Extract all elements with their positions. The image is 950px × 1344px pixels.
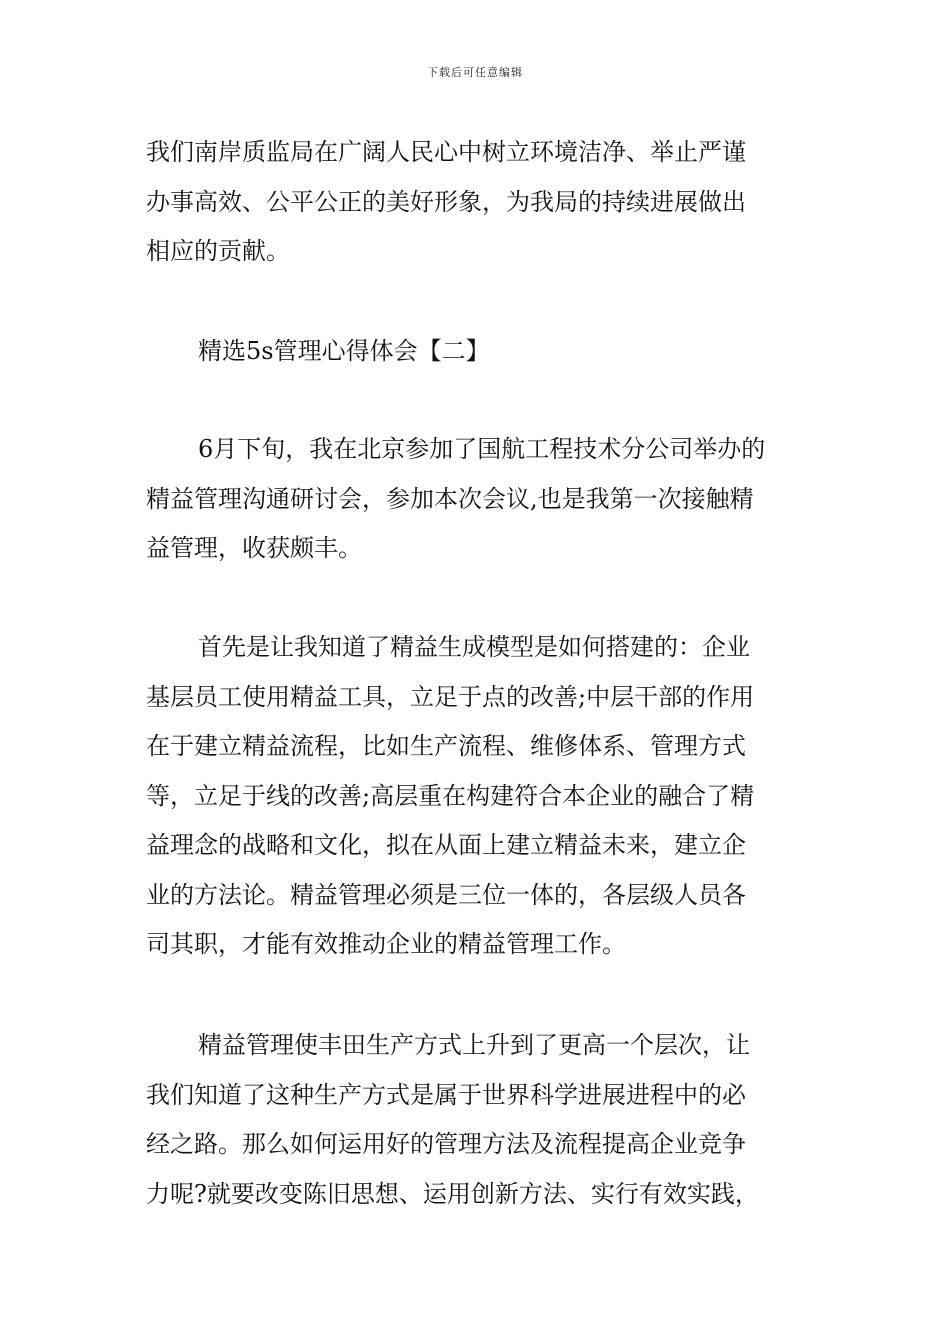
- paragraph-1: [146, 128, 806, 277]
- paragraph-line: 精益管理沟通研讨会，参加本次会议,也是我第一次接触精: [146, 484, 754, 513]
- paragraph-line: 力呢?就要改变陈旧思想、运用创新方法、实行有效实践，: [146, 1179, 759, 1208]
- paragraph-line: 我们南岸质监局在广阔人民心中树立环境洁净、举止严谨: [146, 138, 746, 166]
- paragraph-line: 相应的贡献。: [146, 237, 290, 265]
- paragraph-line: 等，立足于线的改善;高层重在构建符合本企业的融合了精: [146, 781, 755, 810]
- section-heading-container: [146, 327, 806, 377]
- paragraph-line: 6月下旬，我在北京参加了国航工程技术分公司举办的: [198, 435, 766, 463]
- paragraph-2: [146, 425, 806, 574]
- paragraph-line: 精益管理使丰田生产方式上升到了更高一个层次，让: [198, 1031, 750, 1059]
- paragraph-3: [146, 623, 806, 970]
- paragraph-line: 益理念的战略和文化，拟在从面上建立精益未来，建立企: [146, 831, 746, 859]
- paragraph-line: 益管理，收获颇丰。: [146, 534, 362, 562]
- section-heading: 精选5s管理心得体会【二】: [198, 337, 490, 365]
- paragraph-line: 首先是让我知道了精益生成模型是如何搭建的：企业: [198, 633, 750, 661]
- paragraph-line: 我们知道了这种生产方式是属于世界科学进展进程中的必: [146, 1080, 746, 1109]
- page-header: 下载后可任意编辑: [427, 66, 523, 79]
- paragraph-line: 在于建立精益流程，比如生产流程、维修体系、管理方式: [146, 732, 746, 760]
- paragraph-line: 办事高效、公平公正的美好形象，为我局的持续进展做出: [146, 187, 746, 216]
- paragraph-line: 基层员工使用精益工具，立足于点的改善;中层干部的作用: [146, 682, 755, 711]
- paragraph-line: 司其职，才能有效推动企业的精益管理工作。: [146, 930, 626, 958]
- paragraph-line: 业的方法论。精益管理必须是三位一体的，各层级人员各: [146, 880, 746, 909]
- paragraph-4: [146, 1021, 806, 1219]
- paragraph-line: 经之路。那么如何运用好的管理方法及流程提高企业竞争: [146, 1130, 746, 1158]
